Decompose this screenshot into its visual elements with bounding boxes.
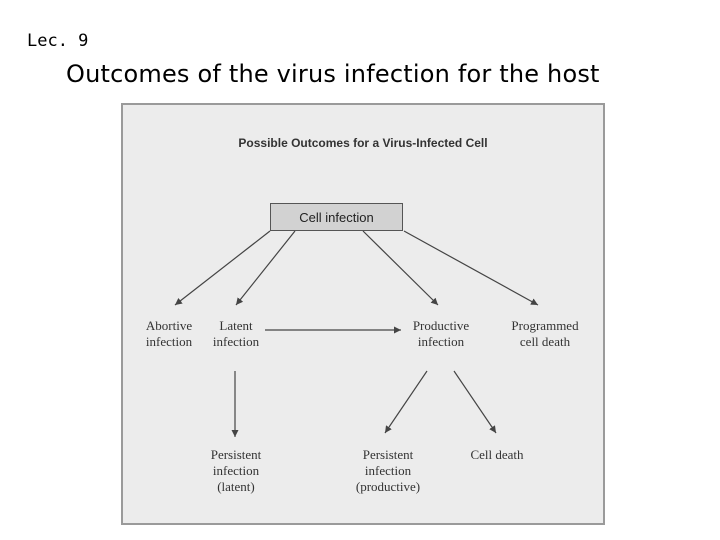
arrow-productive-to-persistent-productive [385,371,427,433]
arrow-productive-to-cell-death [454,371,496,433]
arrow-root-to-abortive [175,231,270,305]
node-line: cell death [519,334,571,349]
node-line: infection [417,334,465,349]
slide-title: Outcomes of the virus infection for the host [66,60,600,88]
arrow-root-to-latent [236,231,295,305]
node-line: Abortive [145,318,193,333]
node-line: Cell death [470,447,524,462]
node-line: infection [212,463,260,478]
node-line: infection [364,463,412,478]
node-line: infection [212,334,260,349]
latent-infection-node [205,318,267,350]
persistent-latent-node [203,447,269,495]
persistent-productive-node [349,447,427,495]
node-line: Persistent [210,447,262,462]
node-line: Persistent [362,447,414,462]
node-line: infection [145,334,193,349]
node-line: (productive) [355,479,421,494]
node-line: (latent) [217,479,255,494]
outcomes-figure [121,103,605,525]
productive-infection-node [404,318,478,350]
node-line: Latent [219,318,253,333]
node-line: Programmed [511,318,579,333]
cell-infection-box: Cell infection [270,203,403,231]
arrow-root-to-productive [363,231,438,305]
node-line: Productive [412,318,470,333]
lecture-label: Lec. 9 [27,31,89,51]
cell-death-node [459,447,535,463]
arrow-root-to-programmed [404,231,538,305]
figure-title: Possible Outcomes for a Virus-Infected Cell [238,136,488,150]
programmed-cell-death-node [505,318,585,350]
abortive-infection-node [137,318,201,350]
